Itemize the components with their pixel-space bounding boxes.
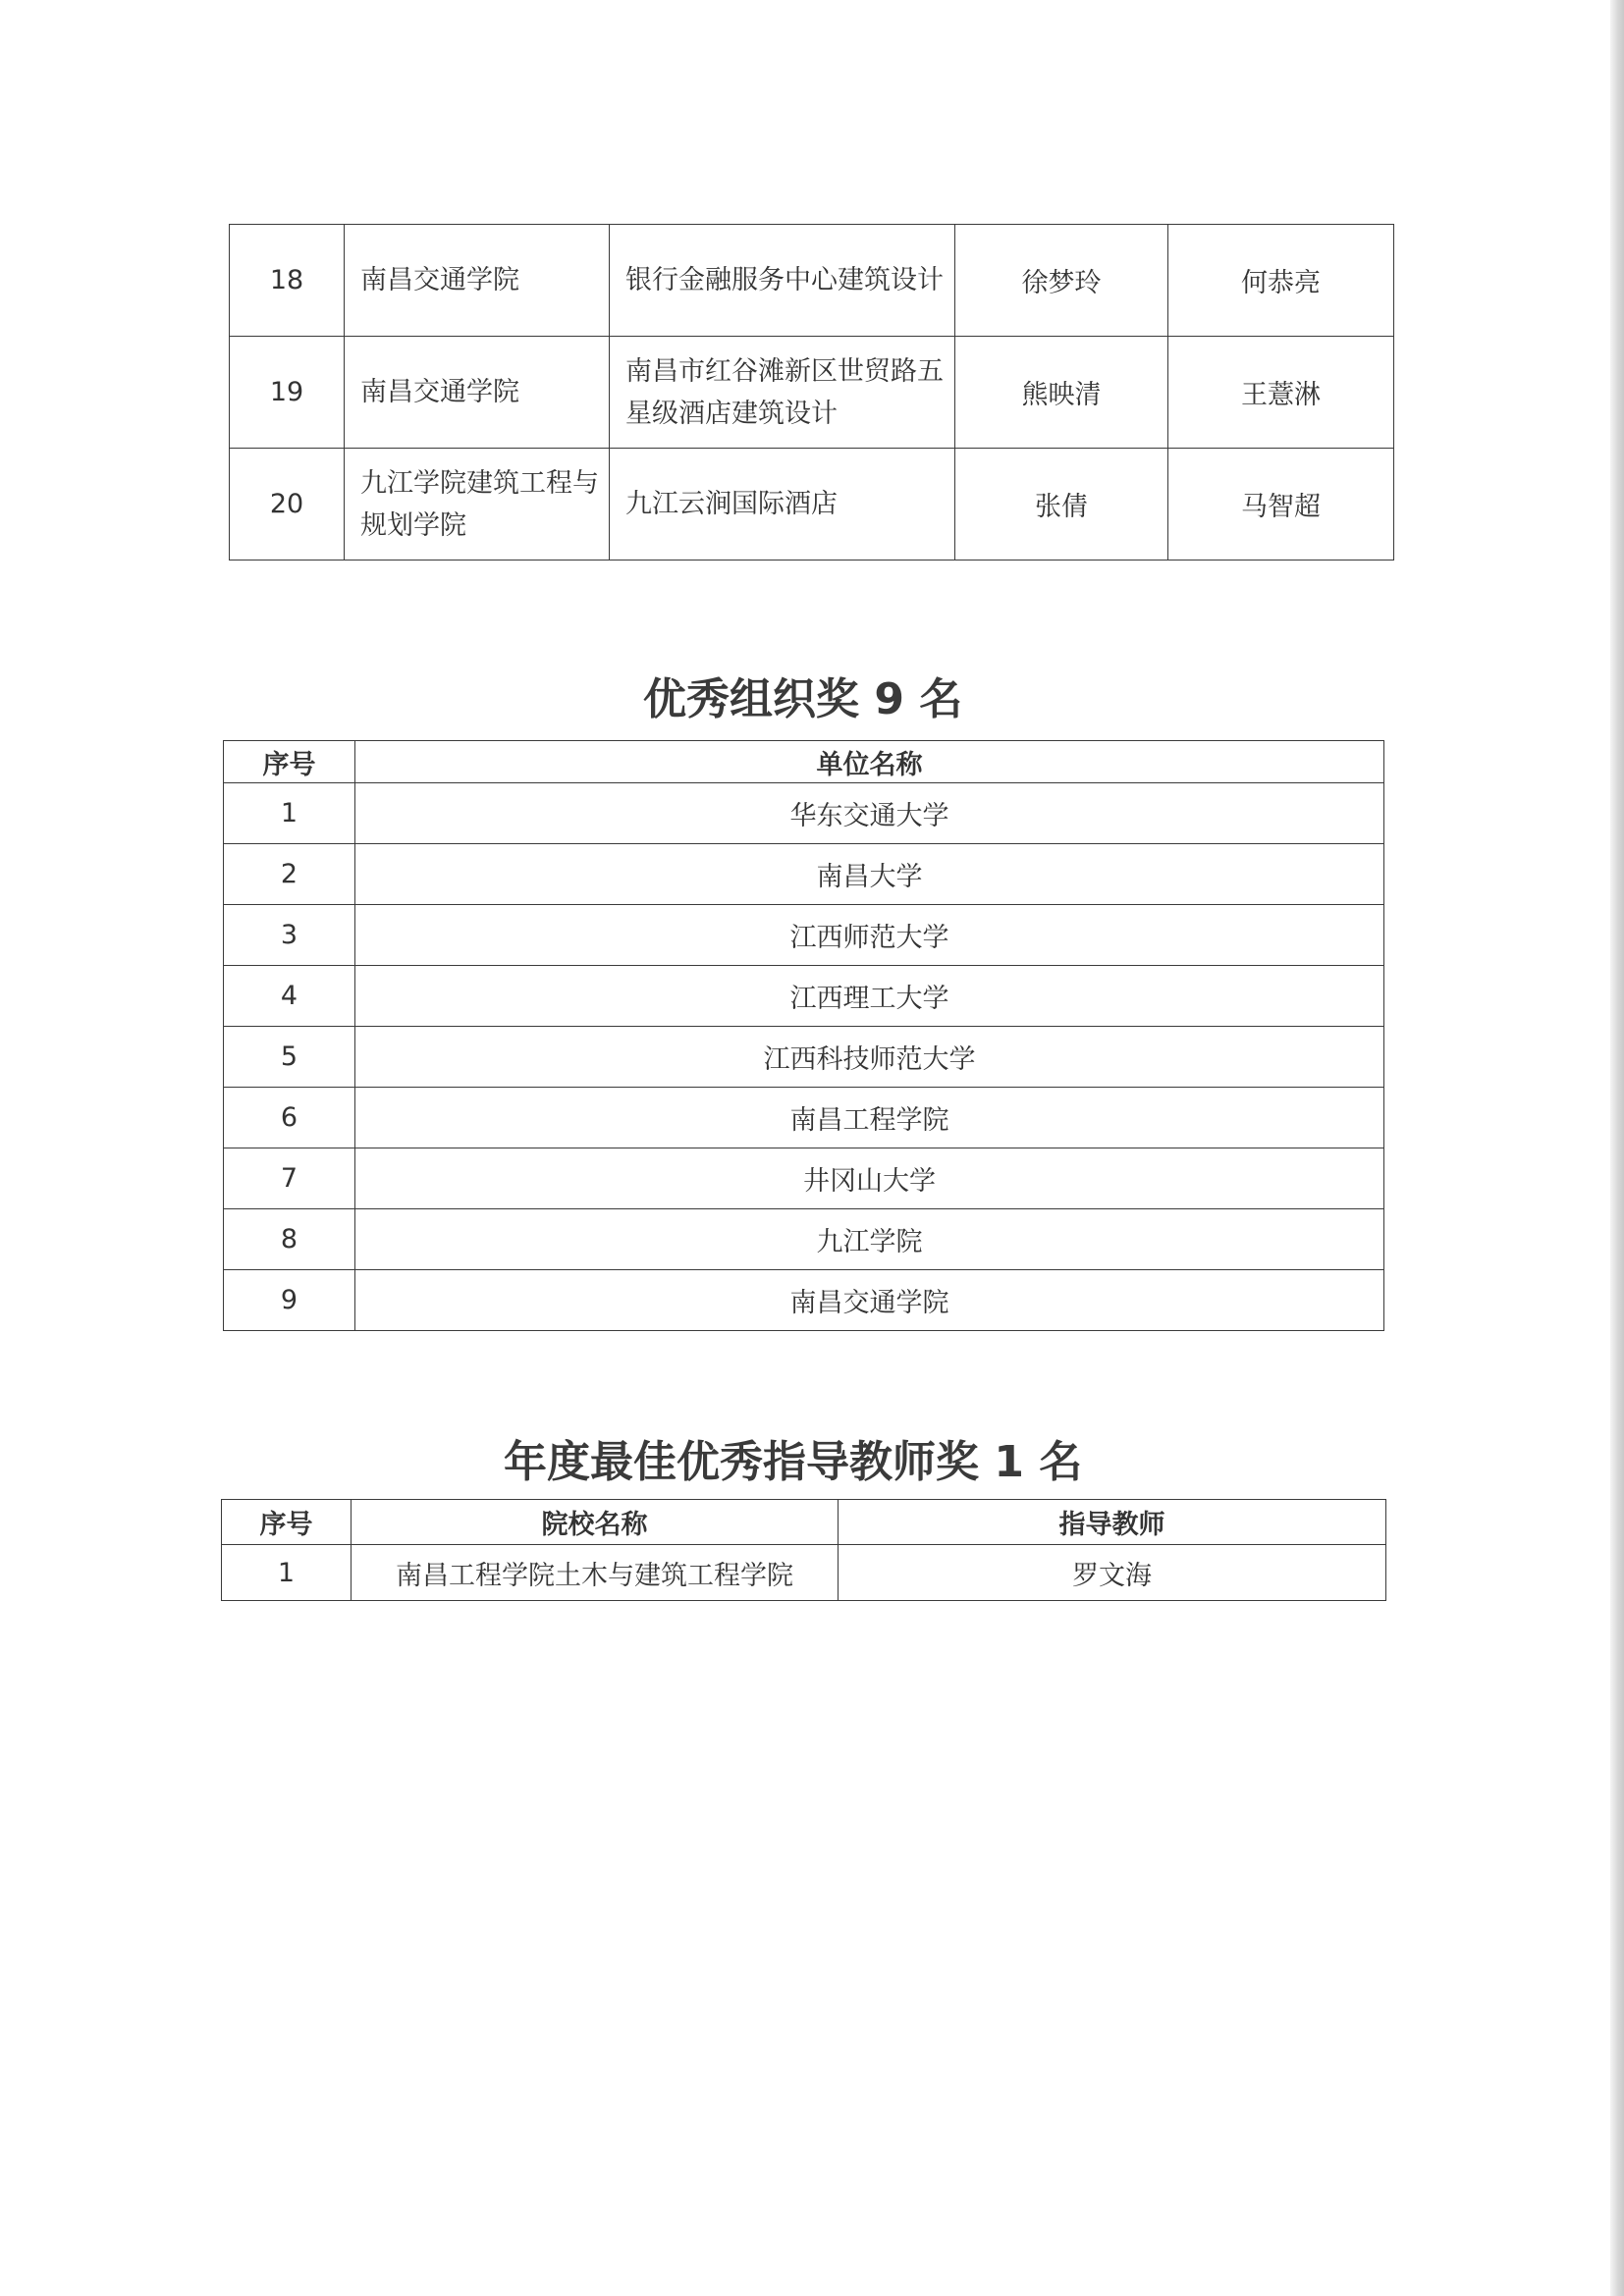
row-number: 5 <box>224 1027 355 1088</box>
row-number: 18 <box>230 225 345 337</box>
table-header-row <box>224 741 1384 783</box>
teacher-name: 何恭亮 <box>1168 225 1394 337</box>
school-name: 九江学院建筑工程与规划学院 <box>345 449 610 561</box>
row-number: 3 <box>224 905 355 966</box>
column-header-unit: 单位名称 <box>355 741 1384 783</box>
row-number: 2 <box>224 844 355 905</box>
scan-page-edge <box>1610 0 1624 2296</box>
unit-name: 江西科技师范大学 <box>355 1027 1384 1088</box>
row-number: 20 <box>230 449 345 561</box>
table-row <box>224 1027 1384 1088</box>
teacher-name: 罗文海 <box>839 1545 1386 1601</box>
column-header-school: 院校名称 <box>352 1500 839 1545</box>
section-title-organization-award: 优秀组织奖 9 名 <box>643 674 963 724</box>
table-header-row <box>222 1500 1386 1545</box>
table-row <box>224 844 1384 905</box>
row-number: 9 <box>224 1270 355 1331</box>
column-header-number: 序号 <box>222 1500 352 1545</box>
section-title-best-instructor-award: 年度最佳优秀指导教师奖 1 名 <box>504 1437 1083 1487</box>
teacher-name: 王薏淋 <box>1168 337 1394 449</box>
best-instructor-table <box>221 1499 1386 1601</box>
school-name: 南昌交通学院 <box>345 337 610 449</box>
unit-name: 九江学院 <box>355 1209 1384 1270</box>
organization-award-table <box>223 740 1384 1331</box>
row-number: 19 <box>230 337 345 449</box>
table-row <box>224 1270 1384 1331</box>
unit-name: 南昌工程学院 <box>355 1088 1384 1148</box>
unit-name: 井冈山大学 <box>355 1148 1384 1209</box>
table-row <box>230 449 1394 561</box>
unit-name: 江西理工大学 <box>355 966 1384 1027</box>
unit-name: 江西师范大学 <box>355 905 1384 966</box>
table-row <box>224 783 1384 844</box>
school-name: 南昌工程学院土木与建筑工程学院 <box>352 1545 839 1601</box>
work-title: 南昌市红谷滩新区世贸路五星级酒店建筑设计 <box>610 337 955 449</box>
unit-name: 南昌大学 <box>355 844 1384 905</box>
work-title: 银行金融服务中心建筑设计 <box>610 225 955 337</box>
row-number: 6 <box>224 1088 355 1148</box>
row-number: 1 <box>222 1545 352 1601</box>
student-name: 张倩 <box>955 449 1168 561</box>
table-row <box>224 1209 1384 1270</box>
table-row <box>222 1545 1386 1601</box>
table-row <box>224 1088 1384 1148</box>
row-number: 4 <box>224 966 355 1027</box>
table-row <box>224 905 1384 966</box>
row-number: 8 <box>224 1209 355 1270</box>
column-header-number: 序号 <box>224 741 355 783</box>
row-number: 1 <box>224 783 355 844</box>
work-title: 九江云涧国际酒店 <box>610 449 955 561</box>
table-row <box>230 225 1394 337</box>
school-name: 南昌交通学院 <box>345 225 610 337</box>
unit-name: 南昌交通学院 <box>355 1270 1384 1331</box>
column-header-teacher: 指导教师 <box>839 1500 1386 1545</box>
student-name: 熊映清 <box>955 337 1168 449</box>
unit-name: 华东交通大学 <box>355 783 1384 844</box>
award-list-table <box>229 224 1394 561</box>
teacher-name: 马智超 <box>1168 449 1394 561</box>
row-number: 7 <box>224 1148 355 1209</box>
table-row <box>230 337 1394 449</box>
table-row <box>224 966 1384 1027</box>
student-name: 徐梦玲 <box>955 225 1168 337</box>
table-row <box>224 1148 1384 1209</box>
